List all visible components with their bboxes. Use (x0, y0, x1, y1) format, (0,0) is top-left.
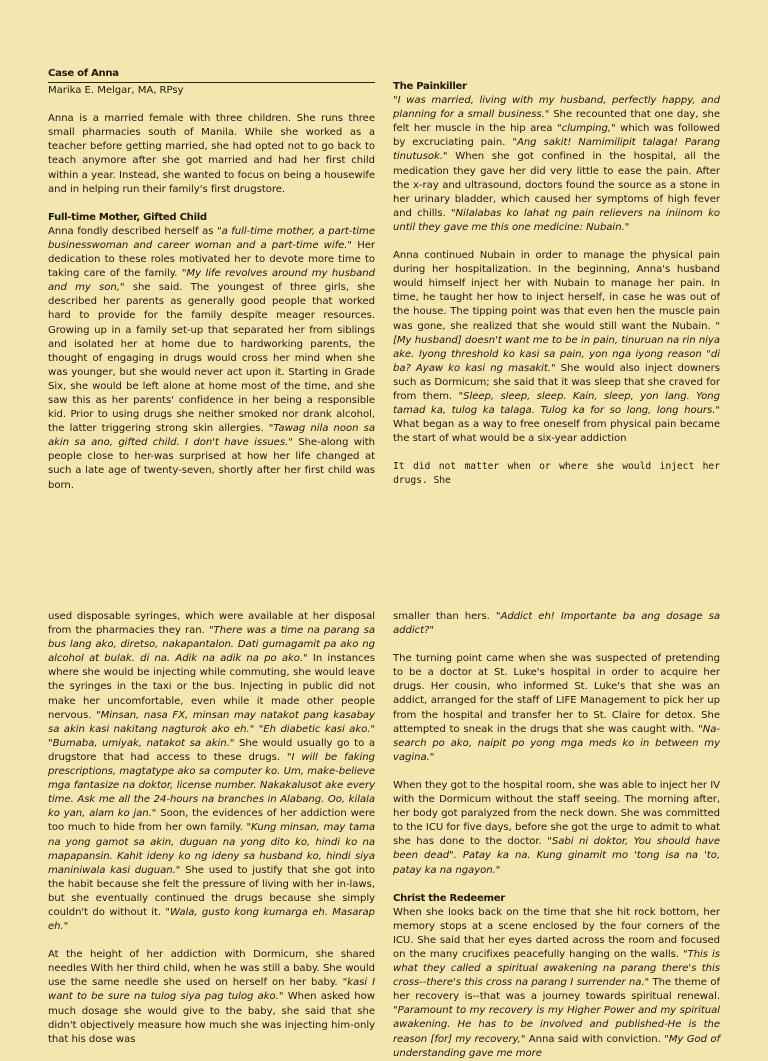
title-block (48, 67, 375, 83)
text: When they got to the hospital room, she was able to inject her IV with the Dormicum without the staff seeing. The morning after, her body got paralyzed from the neck down. She was committed to the ICU for five days, before she got the urge to admit to what she has done to the doctor. (393, 779, 720, 848)
section-heading-full-time-mother: Full-time Mother, Gifted Child (48, 211, 207, 223)
paragraph-painkiller-3: It did not matter when or where she would inject her drugs. She (393, 461, 720, 487)
quote: "Sabi ni doktor, You should have been dead". Patay ka na. Kung ginamit mo 'tong isa na 'to, patay ka na ngayon." (393, 836, 720, 876)
text: When she looks back on the time that she hit rock bottom, her memory stops at a scene enclosed by the four corners of the ICU. She said that her eyes darted across the room and focused on the many crucifixes peacefully hanging on the walls. (393, 906, 720, 960)
quote: "a full-time mother, a part-time businesswoman and career woman and a part-time wife." (48, 225, 376, 251)
column-4 (393, 610, 720, 1061)
quote: "I was married, living with my husband, perfectly happy, and planning for a small business." (393, 95, 720, 121)
quote: "kasi I want to be sure na tulog siya pag tulog ako." (48, 977, 376, 1003)
column-3 (48, 610, 375, 1047)
text: Anna fondly described herself as (48, 225, 218, 237)
quote: "There was a time na parang sa bus lang ako, diretso, nakapantalon. Dati gumagamit pa ako ng alcohol at bulak. di na. Adik na adik na po ako." (48, 625, 375, 665)
text: At the height of her addiction with Dormicum, she shared needles With her third child, when he was still a baby. She would use the same needle she used on herself on her baby. (48, 949, 375, 989)
text: The turning point came when she was suspected of pretending to be a doctor at St. Luke's hospital in order to acquire her drugs. Her cousin, who informed St. Luke's that she was an addict, arranged for the staff of LIFE Management to pick her up from the hospital and transfer her to St. Claire for detox. She attempted to sneak in the drugs that she was caught with. (393, 653, 720, 735)
quote: "I will be faking prescriptions, magtatype ako sa computer ko. Um, make-believe mga fantasize na doktor, license number. Nakakalusot ake every time. Ask me all the 24-hours na branches in Alabang. Oo, kilala ko yan, alam ko jan." (48, 751, 376, 820)
quote: "Ang sakit! Namimilipit talaga! Parang tinutusok." (393, 137, 720, 163)
intro-paragraph: Anna is a married female with three children. She runs three small pharmacies south of Manila. While she worked as a teacher before getting married, she had opted not to go back to teach anymore after she got married and had her first child within a year. Instead, she wanted to focus on being a housewife and in helping run their family's first drugstore. (48, 113, 375, 195)
text: Anna continued Nubain in order to manage the physical pain during her hospitalization. In the beginning, Anna's husband would himself inject her with Nubain to manage her pain. In time, he taught her how to inject herself, in case he was out of the house. The tipping point was that even hen the muscle pain was gone, she realized that she would still want the Nubain. (393, 250, 720, 332)
quote: "This is what they called a spiritual awakening na parang there's this cross--there's this cross na parang I surrender na." (393, 948, 720, 989)
text: smaller than hers. (393, 611, 496, 622)
text: Her dedication to these roles motivated her to devote more time to taking care of the family. (48, 239, 376, 280)
quote: "Addict eh! Importante ba ang dosage sa addict?" (393, 611, 720, 637)
paragraph-redeemer (393, 906, 720, 1061)
quote: "Wala, gusto kong kumarga eh. Masarap eh." (48, 906, 375, 933)
text: In instances where she would be injecting while commuting, she would leave the syringes in the taxi or the bus. Injecting in public did not make her uncomfortable, even while it made other people nervous. (48, 653, 375, 721)
text: She used to justify that she got into the habit because she felt the pressure of living with her in-laws, but she eventually continued the drugs because she simply couldn't do without it. (48, 864, 375, 918)
quote: "Minsan, nasa FX, minsan may natakot pang kasabay sa akin kasi nakitang nagturok ako eh." "Eh diabetic kasi ako." "Bumaba, umiyak, natakot sa akin." (48, 709, 375, 749)
text: When asked how much dosage she would give to the baby, she said that she didn't objectively measure how much she was injecting him-only that his dose was (48, 991, 375, 1045)
paragraph-injection (48, 610, 375, 934)
quote: "Tawag nila noon sa akin sa ano, gifted child. I don't have issues." (48, 423, 375, 449)
text: She would usually go to a drugstore that had access to these drugs. (48, 737, 375, 763)
author-line: Marika E. Melgar, MA, RPsy (48, 85, 184, 97)
document-title: Case of Anna (48, 68, 119, 79)
text: which was followed by excruciating pain. (393, 123, 720, 149)
quote: "Na-search po ako, naipit po yong mga meds ko in between my vagina." (393, 723, 720, 763)
quote: "Nilalabas ko lahat ng pain relievers na iniinom ko until they gave me this one medicine: Nubain." (393, 207, 720, 233)
paragraph-painkiller-2 (393, 249, 720, 446)
text: She-along with people close to her-was surprised at how her life changed at such a late age of twenty-seven, shortly after her first child was born. (48, 437, 375, 491)
section-heading-christ-the-redeemer: Christ the Redeemer (393, 892, 505, 904)
text: She would also inject downers such as Dormicum; she said that it was sleep that she craved for from them. (393, 362, 720, 402)
text: used disposable syringes, which were available at her disposal from the pharmacies they ran. (48, 611, 375, 637)
quote: "Kung minsan, may tama na yong gamot sa akin, duguan na yong dito ko, hindi ko na mapapansin. Kahit ideny ko ng ideny sa husband ko, hindi siya maniniwala kasi duguan." (48, 822, 375, 876)
quote: "My God of understanding gave me more (393, 1033, 720, 1059)
text: Anna said with conviction. (525, 1033, 665, 1045)
text: She recounted that one day, she felt her muscle in the hip area (393, 109, 720, 135)
paragraph-dormicum (48, 948, 375, 1047)
quote: "Paramount to my recovery is my Higher Power and my spiritual awakening. He has to be involved and published-He is the reason [for] my recovery," (393, 1005, 720, 1045)
quote: "[My husband] doesn't want me to be in pain, tinuruan na rin niya ake. Iyong threshold ko kasi sa pain, yon nga iyong reason "di ba? Ayaw ko kasi ng masakit." (393, 320, 720, 374)
quote: "clumping," (557, 123, 616, 135)
paragraph-hospital-room (393, 779, 720, 878)
text: Soon, the evidences of her addiction were too much to hide from her own family. (48, 808, 375, 834)
column-1 (48, 67, 375, 507)
quote: "Sleep, sleep, sleep. Kain, sleep, yon lang. Yong tamad ka, tulog ka talaga. Tulog ka for so long, long hours." (393, 390, 720, 417)
paragraph-turning-point (393, 652, 720, 765)
quote: "My life revolves around my husband and my son," (48, 268, 375, 294)
paragraph-dosage (393, 610, 720, 638)
paragraph-full-time-mother (48, 225, 375, 493)
section-heading-painkiller: The Painkiller (393, 81, 467, 92)
text: The theme of her recovery is--that was a journey towards spiritual renewal. (393, 977, 720, 1003)
text: she said. The youngest of three girls, she described her parents as generally good people that worked hard to provide for the family despite meager resources. Growing up in a family set-up that separated her from siblings and isolated her at home due to hardworking parents, the thought of engaging in drugs would cross her mind when she was younger, but she would never act upon it. Starting in Grade Six, she would be left alone at home most of the time, and she saw this as her parents' confidence in her being a responsible kid. Prior to using drugs she neither smoked nor drank alcohol, the latter triggering strong skin allergies. (48, 282, 376, 435)
text: When she got confined in the hospital, all the medication they gave her did very little to ease the pain. After the x-ray and ultrasound, doctors found the source as a stone in her urinary bladder, which caused her symptoms of high fever and chills. (393, 151, 720, 219)
column-2 (393, 80, 720, 489)
paragraph-painkiller-1 (393, 94, 720, 235)
text: What began as a way to free oneself from physical pain became the start of what would be a six-year addiction (393, 419, 720, 445)
